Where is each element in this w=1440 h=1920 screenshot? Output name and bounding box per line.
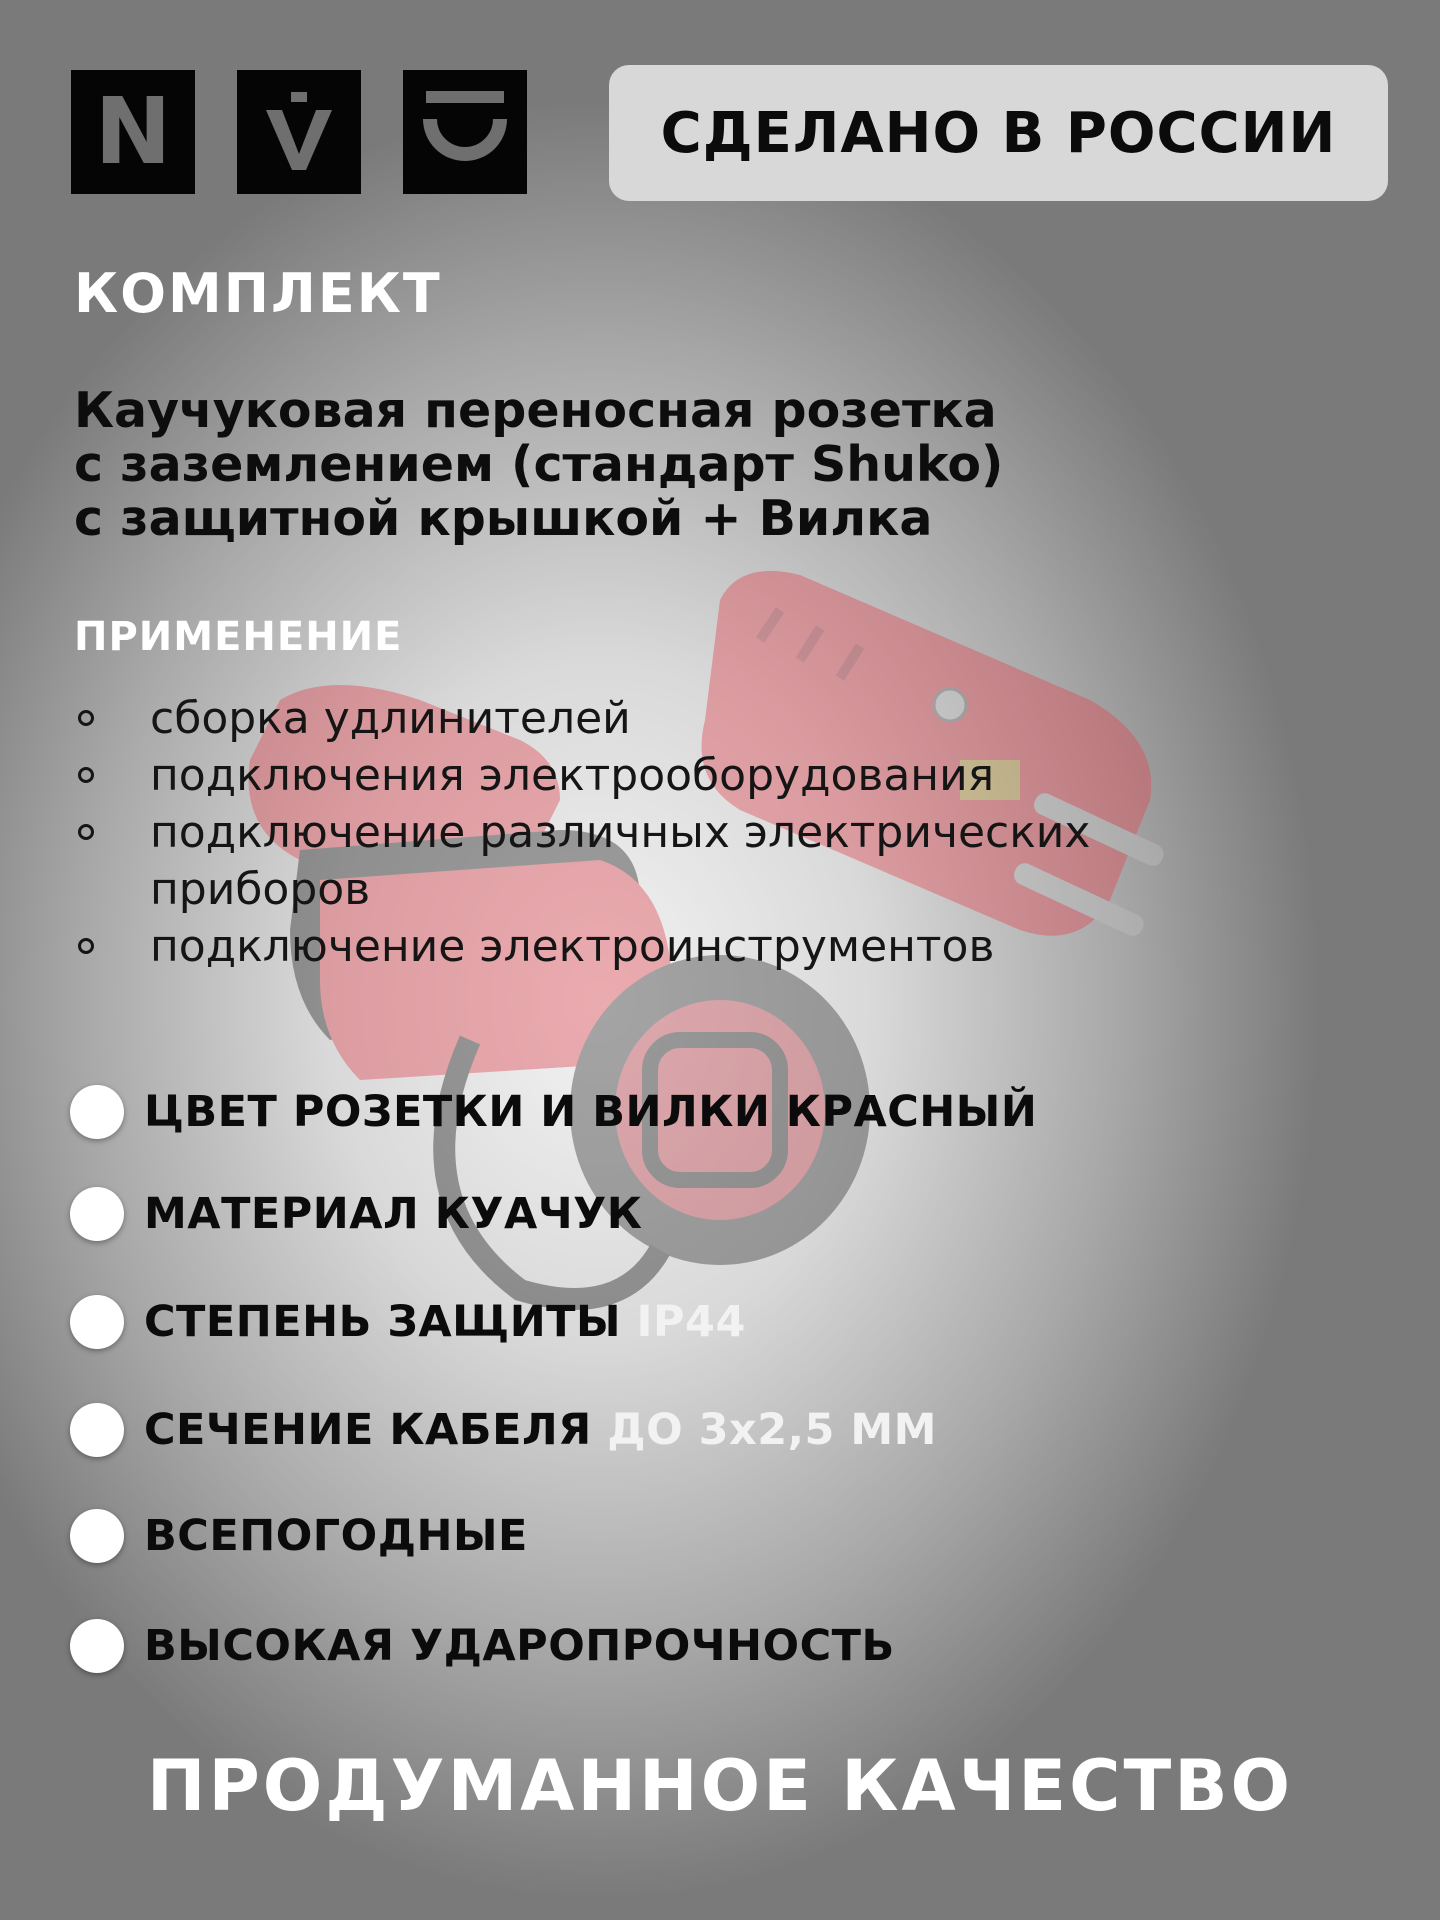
feature-color: ЦВЕТ РОЗЕТКИ И ВИЛКИ КРАСНЫЙ: [70, 1082, 1037, 1142]
feature-impact-resistance: ВЫСОКАЯ УДАРОПРОЧНОСТЬ: [70, 1616, 895, 1676]
circle-bullet-icon: [70, 1403, 124, 1457]
circle-bullet-icon: [70, 1619, 124, 1673]
kit-heading: КОМПЛЕКТ: [74, 262, 442, 325]
logo-letter-v: [237, 70, 361, 194]
bullet-icon: [78, 767, 94, 783]
product-title: [74, 384, 1374, 546]
quality-slogan: ПРОДУМАННОЕ КАЧЕСТВО: [146, 1745, 1294, 1827]
made-in-russia-badge: СДЕЛАНО В РОССИИ: [609, 65, 1388, 201]
brand-logo: [71, 70, 527, 194]
usage-list: [74, 690, 1374, 975]
circle-bullet-icon: [70, 1509, 124, 1563]
feature-protection: СТЕПЕНЬ ЗАЩИТЫ IP44: [70, 1292, 746, 1352]
feature-all-weather: ВСЕПОГОДНЫЕ: [70, 1506, 528, 1566]
usage-item: подключения электрооборудования: [74, 747, 1374, 804]
circle-bullet-icon: [70, 1187, 124, 1241]
logo-o-glyph: [422, 89, 508, 175]
usage-item: подключение различных электрических приборов: [74, 804, 1170, 918]
logo-letter-n: N: [71, 70, 195, 194]
product-title-line: Каучуковая переносная розетка: [74, 382, 997, 439]
circle-bullet-icon: [70, 1295, 124, 1349]
product-title-line: с защитной крышкой + Вилка: [74, 490, 933, 547]
circle-bullet-icon: [70, 1085, 124, 1139]
bullet-icon: [78, 710, 94, 726]
feature-material: МАТЕРИАЛ КУАЧУК: [70, 1184, 642, 1244]
feature-cable-section: СЕЧЕНИЕ КАБЕЛЯ ДО 3х2,5 ММ: [70, 1400, 937, 1460]
product-title-line: с заземлением (стандарт Shuko): [74, 436, 1004, 493]
usage-item: подключение электроинструментов: [74, 918, 1374, 975]
bullet-icon: [78, 938, 94, 954]
usage-heading: ПРИМЕНЕНИЕ: [74, 614, 403, 660]
logo-v-glyph: [264, 92, 334, 172]
bullet-icon: [78, 824, 94, 840]
usage-item: сборка удлинителей: [74, 690, 1374, 747]
logo-letter-o: [403, 70, 527, 194]
